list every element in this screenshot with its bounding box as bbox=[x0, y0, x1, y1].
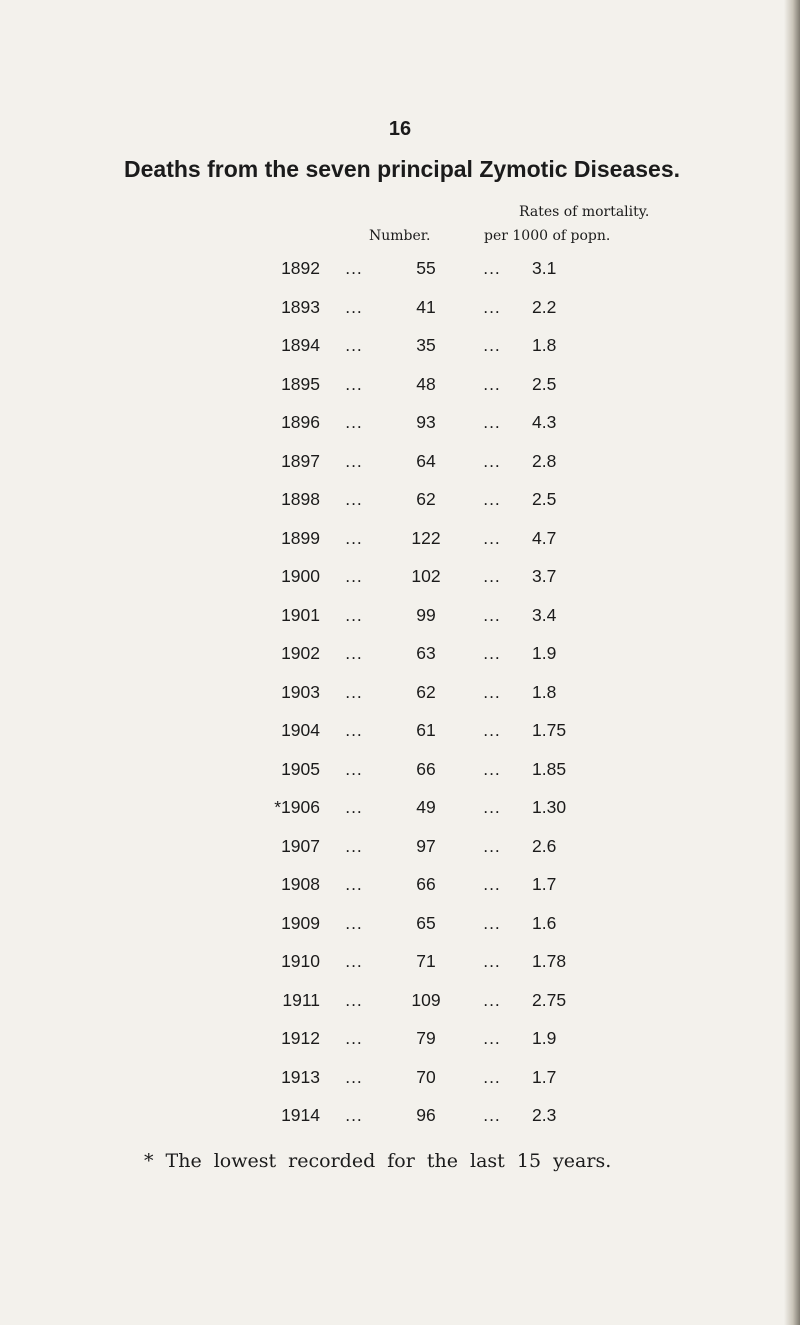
leader-dots: ... bbox=[345, 681, 363, 702]
year-cell: 1910 bbox=[281, 951, 320, 971]
rate-cell: 1.7 bbox=[532, 874, 557, 894]
table-row bbox=[0, 451, 800, 490]
year-cell: 1900 bbox=[281, 566, 320, 586]
table-row bbox=[0, 797, 800, 836]
year-cell: 1907 bbox=[281, 835, 320, 856]
table-row bbox=[0, 528, 800, 567]
table-row bbox=[0, 874, 800, 913]
number-cell: 62 bbox=[416, 489, 436, 509]
rate-cell: 1.78 bbox=[532, 951, 567, 971]
number-cell: 64 bbox=[416, 450, 436, 471]
leader-dots: ... bbox=[483, 758, 501, 779]
number-cell: 48 bbox=[416, 373, 436, 394]
rate-cell: 2.6 bbox=[532, 835, 557, 856]
year-cell: 1893 bbox=[281, 296, 320, 317]
rate-cell: 2.8 bbox=[532, 450, 557, 471]
number-cell: 96 bbox=[416, 1105, 436, 1125]
leader-dots: ... bbox=[483, 489, 501, 509]
rate-cell: 1.8 bbox=[532, 681, 557, 702]
number-cell: 109 bbox=[411, 989, 441, 1010]
rate-cell: 1.30 bbox=[532, 797, 567, 817]
table-row bbox=[0, 643, 800, 682]
leader-dots: ... bbox=[483, 296, 501, 317]
year-cell: 1895 bbox=[281, 373, 320, 394]
rate-cell: 2.3 bbox=[532, 1105, 557, 1125]
number-cell: 97 bbox=[416, 835, 436, 856]
leader-dots: ... bbox=[483, 912, 501, 933]
year-cell: 1911 bbox=[282, 989, 320, 1010]
leader-dots: ... bbox=[345, 527, 363, 548]
year-cell: *1906 bbox=[274, 797, 320, 817]
table-row bbox=[0, 605, 800, 644]
table-row bbox=[0, 1105, 800, 1144]
number-cell: 70 bbox=[416, 1066, 436, 1087]
number-cell: 66 bbox=[416, 758, 436, 779]
leader-dots: ... bbox=[483, 373, 501, 394]
table-title: Deaths from the seven principal Zymotic Diseases. bbox=[124, 156, 681, 182]
leader-dots: ... bbox=[483, 258, 501, 278]
rate-cell: 3.7 bbox=[532, 566, 557, 586]
table-row bbox=[0, 836, 800, 875]
number-cell: 122 bbox=[411, 527, 441, 548]
leader-dots: ... bbox=[483, 1028, 501, 1048]
leader-dots: ... bbox=[345, 566, 363, 586]
number-cell: 93 bbox=[416, 412, 436, 432]
rate-cell: 1.85 bbox=[532, 758, 567, 779]
header-number: Number. bbox=[369, 228, 431, 244]
number-cell: 65 bbox=[416, 912, 436, 933]
year-cell: 1892 bbox=[281, 258, 320, 278]
year-cell: 1908 bbox=[281, 874, 320, 894]
leader-dots: ... bbox=[483, 720, 501, 740]
table-row bbox=[0, 258, 800, 297]
number-cell: 66 bbox=[416, 874, 436, 894]
number-cell: 62 bbox=[416, 681, 436, 702]
table-row bbox=[0, 913, 800, 952]
rate-cell: 1.75 bbox=[532, 720, 567, 740]
leader-dots: ... bbox=[345, 450, 363, 471]
rate-cell: 2.75 bbox=[532, 989, 567, 1010]
leader-dots: ... bbox=[483, 412, 501, 432]
year-cell: 1898 bbox=[281, 489, 320, 509]
table-row bbox=[0, 990, 800, 1029]
leader-dots: ... bbox=[345, 797, 363, 817]
year-cell: 1909 bbox=[281, 912, 320, 933]
leader-dots: ... bbox=[345, 1066, 363, 1087]
number-cell: 79 bbox=[416, 1028, 436, 1048]
number-cell: 61 bbox=[416, 720, 436, 740]
leader-dots: ... bbox=[345, 835, 363, 856]
leader-dots: ... bbox=[345, 951, 363, 971]
year-cell: 1902 bbox=[281, 643, 320, 663]
leader-dots: ... bbox=[345, 758, 363, 779]
year-cell: 1897 bbox=[281, 450, 320, 471]
year-cell: 1901 bbox=[281, 604, 320, 625]
rate-cell: 3.1 bbox=[532, 258, 557, 278]
year-cell: 1894 bbox=[281, 335, 320, 355]
number-cell: 102 bbox=[411, 566, 441, 586]
table-row bbox=[0, 682, 800, 721]
leader-dots: ... bbox=[483, 450, 501, 471]
rate-cell: 4.7 bbox=[532, 527, 557, 548]
number-cell: 49 bbox=[416, 797, 436, 817]
leader-dots: ... bbox=[483, 874, 501, 894]
year-cell: 1896 bbox=[281, 412, 320, 432]
number-cell: 35 bbox=[416, 335, 436, 355]
leader-dots: ... bbox=[345, 604, 363, 625]
leader-dots: ... bbox=[345, 489, 363, 509]
leader-dots: ... bbox=[483, 643, 501, 663]
table-row bbox=[0, 489, 800, 528]
header-rates-of-mortality: Rates of mortality. bbox=[519, 204, 650, 220]
table-row bbox=[0, 374, 800, 413]
table-row bbox=[0, 759, 800, 798]
header-per-1000: per 1000 of popn. bbox=[484, 228, 611, 244]
leader-dots: ... bbox=[345, 1105, 363, 1125]
leader-dots: ... bbox=[345, 412, 363, 432]
leader-dots: ... bbox=[345, 912, 363, 933]
leader-dots: ... bbox=[483, 835, 501, 856]
rate-cell: 1.6 bbox=[532, 912, 557, 933]
table-row bbox=[0, 720, 800, 759]
leader-dots: ... bbox=[345, 373, 363, 394]
number-cell: 99 bbox=[416, 604, 436, 625]
year-cell: 1914 bbox=[281, 1105, 320, 1125]
leader-dots: ... bbox=[483, 1066, 501, 1087]
year-cell: 1912 bbox=[281, 1028, 320, 1048]
leader-dots: ... bbox=[345, 989, 363, 1010]
table-row bbox=[0, 951, 800, 990]
leader-dots: ... bbox=[483, 989, 501, 1010]
leader-dots: ... bbox=[345, 643, 363, 663]
year-cell: 1903 bbox=[281, 681, 320, 702]
leader-dots: ... bbox=[483, 681, 501, 702]
rate-cell: 4.3 bbox=[532, 412, 557, 432]
table-row bbox=[0, 1028, 800, 1067]
leader-dots: ... bbox=[345, 874, 363, 894]
rate-cell: 3.4 bbox=[532, 604, 557, 625]
table-row bbox=[0, 566, 800, 605]
leader-dots: ... bbox=[345, 258, 363, 278]
table-row bbox=[0, 1067, 800, 1106]
year-cell: 1904 bbox=[281, 720, 320, 740]
leader-dots: ... bbox=[483, 604, 501, 625]
rate-cell: 2.5 bbox=[532, 373, 557, 394]
page-number: 16 bbox=[388, 118, 412, 140]
number-cell: 71 bbox=[416, 951, 436, 971]
year-cell: 1913 bbox=[281, 1066, 320, 1087]
leader-dots: ... bbox=[483, 527, 501, 548]
mortality-table bbox=[0, 258, 800, 1144]
table-row bbox=[0, 297, 800, 336]
leader-dots: ... bbox=[345, 720, 363, 740]
year-cell: 1905 bbox=[281, 758, 320, 779]
table-row bbox=[0, 412, 800, 451]
table-row bbox=[0, 335, 800, 374]
leader-dots: ... bbox=[345, 296, 363, 317]
number-cell: 41 bbox=[416, 296, 436, 317]
leader-dots: ... bbox=[483, 1105, 501, 1125]
rate-cell: 1.9 bbox=[532, 643, 557, 663]
rate-cell: 1.8 bbox=[532, 335, 557, 355]
leader-dots: ... bbox=[483, 797, 501, 817]
leader-dots: ... bbox=[483, 566, 501, 586]
number-cell: 63 bbox=[416, 643, 436, 663]
leader-dots: ... bbox=[483, 335, 501, 355]
rate-cell: 1.7 bbox=[532, 1066, 557, 1087]
leader-dots: ... bbox=[345, 1028, 363, 1048]
rate-cell: 2.2 bbox=[532, 296, 557, 317]
leader-dots: ... bbox=[345, 335, 363, 355]
leader-dots: ... bbox=[483, 951, 501, 971]
rate-cell: 1.9 bbox=[532, 1028, 557, 1048]
footnote: * The lowest recorded for the last 15 years. bbox=[144, 1150, 612, 1172]
rate-cell: 2.5 bbox=[532, 489, 557, 509]
number-cell: 55 bbox=[416, 258, 436, 278]
year-cell: 1899 bbox=[281, 527, 320, 548]
